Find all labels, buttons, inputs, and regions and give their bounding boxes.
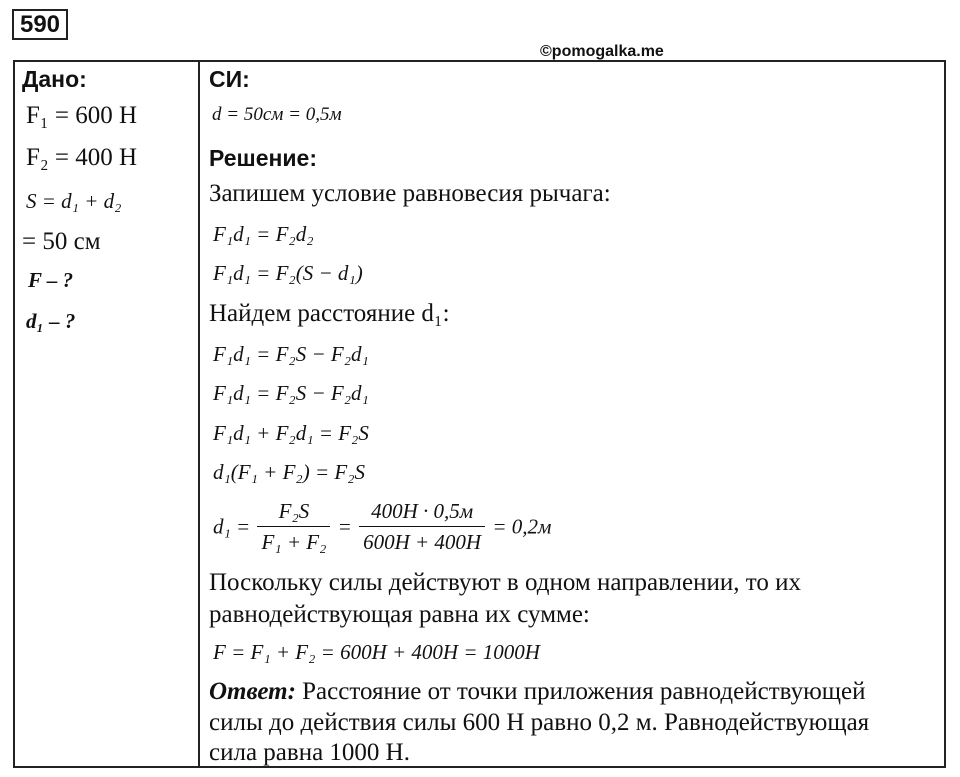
- equation-6: d₁(F₁ + F₂) = F₂S: [213, 460, 366, 484]
- find-f: F – ?: [28, 268, 74, 292]
- find-d1: d₁ – ?: [26, 309, 76, 333]
- given-s-value: = 50 см: [22, 228, 101, 255]
- equation-3: F₁d₁ = F₂S − F₂d₁: [213, 342, 369, 366]
- given-f2: F₂ = 400 Н: [26, 144, 138, 171]
- fraction-symbolic-denominator: F₁ + F₂: [261, 530, 327, 554]
- equation-4: F₁d₁ = F₂S − F₂d₁: [213, 381, 369, 405]
- fraction-numeric-numerator: 400Н · 0,5м: [359, 498, 485, 527]
- column-divider: [198, 60, 200, 768]
- fraction-numeric: [359, 498, 485, 555]
- si-heading: СИ:: [209, 66, 250, 92]
- equation-1: F₁d₁ = F₂d₂: [213, 222, 314, 246]
- given-heading: Дано:: [22, 66, 87, 92]
- problem-number: 590: [12, 9, 68, 40]
- find-distance-text: Найдем расстояние d₁:: [209, 300, 450, 327]
- equation-7-lhs: d₁ =: [213, 514, 251, 539]
- fraction-symbolic: [257, 498, 330, 555]
- solution-intro: Запишем условие равновесия рычага:: [209, 180, 611, 207]
- given-f1: F₁ = 600 Н: [26, 102, 138, 129]
- equation-2: F₁d₁ = F₂(S − d₁): [213, 261, 363, 285]
- equation-7: d₁ = $\frac{\text{F₂S}}{\text{F₁ + F₂}}$ = $\frac{400Н \cdot 0,5м}{600Н + 400Н}$ = 0,2м: [213, 499, 552, 554]
- watermark: ©pomogalka.me: [540, 43, 664, 60]
- equation-8: F = F₁ + F₂ = 600Н + 400Н = 1000Н: [213, 640, 540, 664]
- answer-label: Ответ:: [209, 678, 296, 705]
- answer-text-1: Расстояние от точки приложения равнодействующей: [295, 678, 866, 705]
- explanation-line-2: равнодействующая равна их сумме:: [209, 601, 590, 628]
- answer-line-1: [209, 677, 866, 707]
- si-conversion: d = 50см = 0,5м: [212, 104, 342, 125]
- fraction-numeric-denominator: 600Н + 400Н: [363, 530, 482, 554]
- fraction-symbolic-numerator: F₂S: [257, 498, 330, 527]
- answer-line-2: силы до действия силы 600 Н равно 0,2 м. Равнодействующая: [209, 709, 870, 736]
- explanation-line-1: Поскольку силы действуют в одном направлении, то их: [209, 569, 801, 596]
- equation-5: F₁d₁ + F₂d₁ = F₂S: [213, 421, 369, 445]
- solution-heading: Решение:: [209, 145, 318, 171]
- equation-7-result: = 0,2м: [492, 514, 552, 539]
- answer-line-3: сила равна 1000 Н.: [209, 739, 410, 766]
- given-s-formula: S = d₁ + d₂: [26, 189, 122, 213]
